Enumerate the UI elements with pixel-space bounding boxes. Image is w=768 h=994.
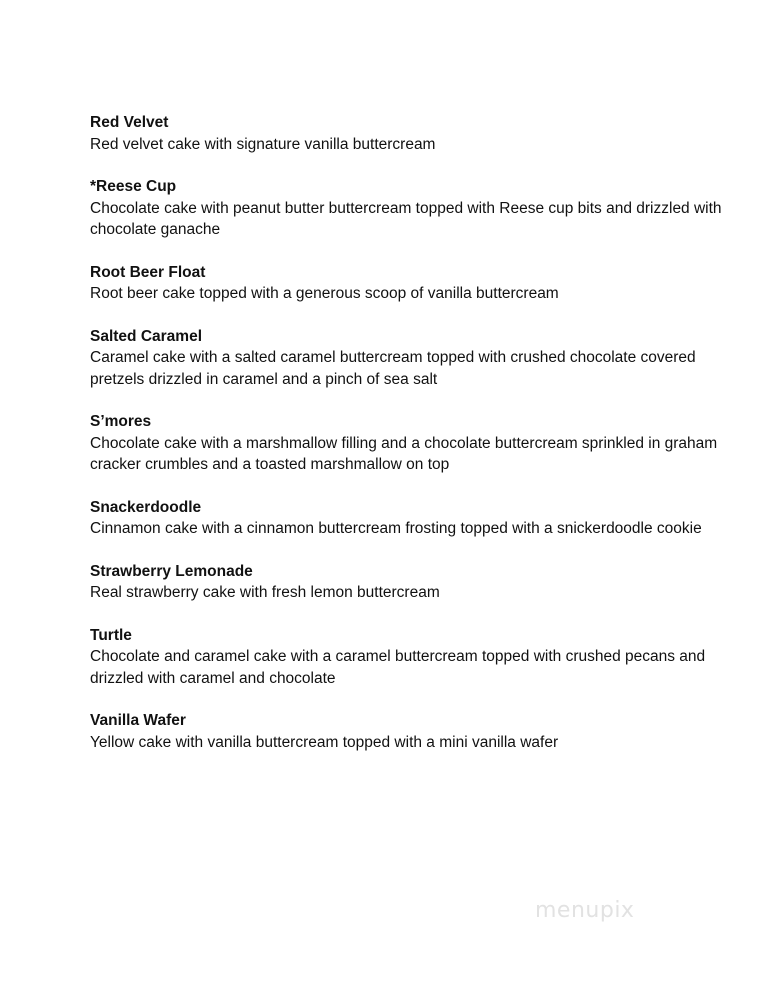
item-description: Cinnamon cake with a cinnamon buttercream frosting topped with a snickerdoodle cookie: [90, 520, 702, 537]
item-description: Caramel cake with a salted caramel buttercream topped with crushed chocolate covered pretzels drizzled in caramel and a pinch of sea salt: [90, 349, 696, 388]
menu-item-root-beer-float: [90, 262, 730, 305]
item-description: Chocolate cake with a marshmallow filling and a chocolate buttercream sprinkled in graham cracker crumbles and a toasted marshmallow on top: [90, 434, 718, 473]
menu-item-reese-cup: [90, 176, 730, 241]
item-name: Snackerdoodle: [90, 498, 202, 516]
menu-page: [90, 112, 730, 774]
menu-item-smores: [90, 411, 730, 476]
menu-item-turtle: [90, 625, 730, 690]
menupix-watermark: menupix: [535, 898, 635, 923]
item-description: Chocolate and caramel cake with a caramel buttercream topped with crushed pecans and drizzled with caramel and chocolate: [90, 648, 706, 687]
menu-item-strawberry-lemonade: [90, 561, 730, 604]
menu-item-vanilla-wafer: [90, 710, 730, 753]
item-name: Strawberry Lemonade: [90, 562, 253, 580]
item-name: S’mores: [90, 413, 152, 430]
item-name: Turtle: [90, 626, 132, 644]
item-description: Real strawberry cake with fresh lemon buttercream: [90, 584, 440, 601]
item-description: Yellow cake with vanilla buttercream topped with a mini vanilla wafer: [90, 733, 559, 751]
item-name: Red Velvet: [90, 114, 169, 131]
item-name: Vanilla Wafer: [90, 712, 186, 729]
item-description: Chocolate cake with peanut butter buttercream topped with Reese cup bits and drizzled with chocolate ganache: [90, 199, 722, 238]
menu-item-red-velvet: [90, 112, 730, 155]
item-description: Root beer cake topped with a generous scoop of vanilla buttercream: [90, 285, 559, 302]
item-name: *Reese Cup: [90, 178, 177, 195]
menu-item-snackerdoodle: [90, 497, 730, 540]
item-name: Root Beer Float: [90, 263, 206, 281]
menu-item-salted-caramel: [90, 326, 730, 391]
item-description: Red velvet cake with signature vanilla buttercream: [90, 135, 436, 153]
item-name: Salted Caramel: [90, 327, 202, 345]
